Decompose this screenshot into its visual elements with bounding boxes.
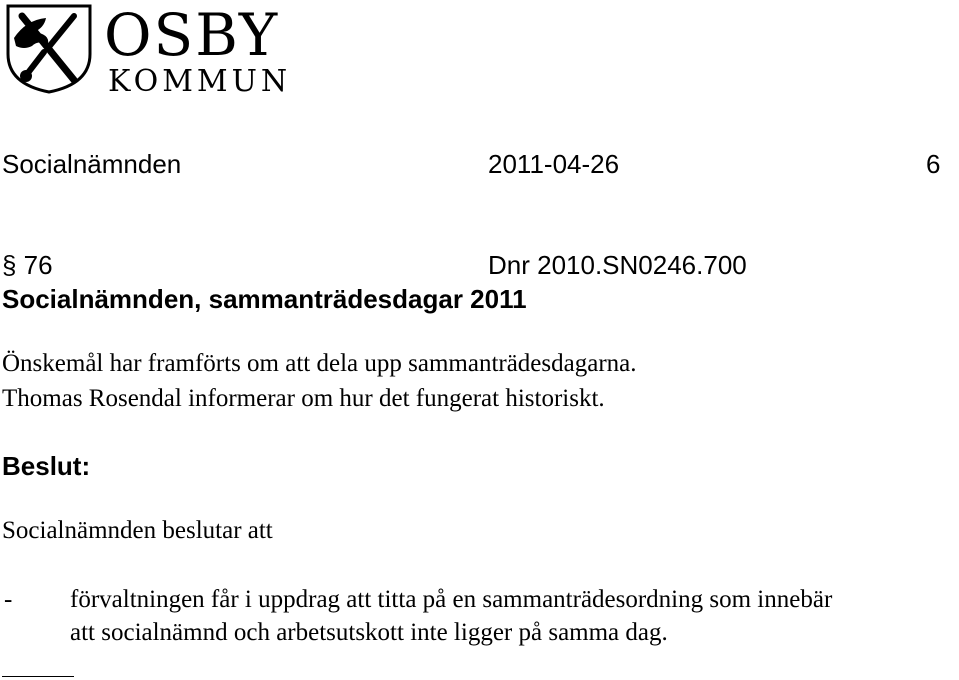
meeting-date: 2011-04-26 xyxy=(488,149,620,179)
intro-line-1: Önskemål har framförts om att dela upp sammanträdesdagarna. xyxy=(2,350,637,377)
coat-of-arms-icon xyxy=(4,4,94,94)
decision-lead: Socialnämnden beslutar att xyxy=(2,517,273,544)
list-marker: - xyxy=(4,586,13,613)
paragraph-number: § 76 xyxy=(2,250,53,280)
decision-heading: Beslut: xyxy=(2,451,91,481)
decision-item-line-1: förvaltningen får i uppdrag att titta på en sammanträdesordning som innebär xyxy=(70,586,833,613)
osby-coat-of-arms-logo xyxy=(4,4,94,94)
case-dnr: Dnr 2010.SN0246.700 xyxy=(488,250,747,280)
logo-subtitle: KOMMUN xyxy=(108,64,292,99)
page-number: 6 xyxy=(926,149,941,179)
signature-rule xyxy=(2,676,74,677)
case-title: Socialnämnden, sammanträdesdagar 2011 xyxy=(2,284,527,314)
committee-name: Socialnämnden xyxy=(2,149,182,179)
decision-item-line-2: att socialnämnd och arbetsutskott inte ligger på samma dag. xyxy=(70,619,668,646)
logo-wordmark: OSBY xyxy=(104,1,280,69)
intro-line-2: Thomas Rosendal informerar om hur det fungerat historiskt. xyxy=(2,385,605,412)
